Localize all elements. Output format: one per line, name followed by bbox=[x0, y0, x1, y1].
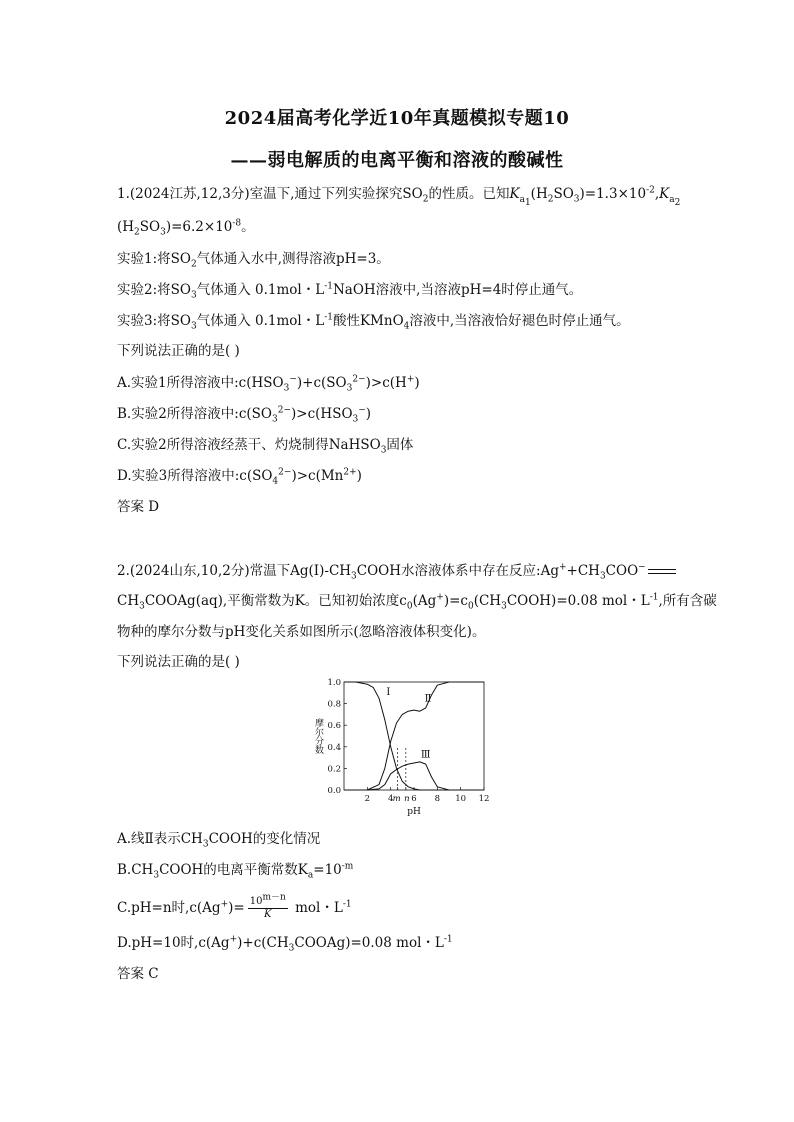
q2-stem-line1: 2.(2024山东,10,2分)常温下$Ag(Ⅰ)-CH_3COOH$水溶液体系中存在反应$:Ag^++CH_3COO^-$ bbox=[117, 561, 676, 581]
q2-option-a: A.线Ⅱ表示$CH_3COOH$的变化情况 bbox=[117, 831, 321, 850]
x-axis-label: pH bbox=[407, 807, 421, 817]
q1-stem-line1: 1.(2024江苏,12,3分)室温下,通过下列实验探究$SO_2$的性质。已知$K_{a_1}(H_2SO_3)=1.3\times 10^{-2},K_{a_2}$ bbox=[117, 185, 681, 208]
q1-experiment-2: 实验2:将$SO_3$气体通入 0.1mol・$L^{-1}NaOH$溶液中,当溶液pH=4时停止通气。 bbox=[117, 281, 583, 301]
q2-option-b: $B.CH_3COOH$的电离平衡常数$K_a=10^{-m}$ bbox=[117, 861, 354, 881]
q2-option-d: D.pH=10时$,c(Ag^+)+c(CH_3COOAg)=0.08$ mol・$L^{-1}$ bbox=[117, 934, 453, 954]
x-tick-label: 12 bbox=[478, 794, 490, 804]
curve-label: Ⅱ bbox=[424, 693, 432, 705]
equilibrium-arrow-icon bbox=[648, 567, 676, 577]
x-tick-label: 6 bbox=[411, 794, 417, 804]
q1-question: 下列说法正确的是( ) bbox=[117, 343, 240, 359]
x-tick-label: 2 bbox=[364, 794, 371, 804]
y-tick-label: 0.6 bbox=[327, 721, 341, 732]
series-line bbox=[344, 682, 484, 790]
q2-option-c: C.pH=n时,c(Ag+)= $\frac{10^{m-n}}{K}$ mol・$L^{-1}$ bbox=[117, 892, 352, 920]
series-line bbox=[344, 682, 484, 790]
mole-fraction-chart bbox=[306, 674, 506, 822]
x-tick-label: n bbox=[404, 794, 410, 804]
q2-question: 下列说法正确的是( ) bbox=[117, 654, 240, 670]
fraction: $\frac{10^{m-n}}{K}$ bbox=[249, 892, 286, 920]
x-tick-label: m bbox=[392, 794, 401, 804]
series-line bbox=[344, 762, 484, 790]
q1-experiment-3: 实验3:将$SO_3$气体通入 0.1mol・$L^{-1}$酸性KMnO$_4$溶液中,当溶液恰好褪色时停止通气。 bbox=[117, 312, 630, 332]
x-tick-label: 10 bbox=[455, 794, 467, 804]
q1-stem-line2: $(H_2SO_3)=6.2\times 10^{-8}$。 bbox=[117, 218, 255, 238]
x-tick-label: 8 bbox=[434, 794, 441, 804]
q1-option-a: A.实验1所得溶液中$:c(HSO_3^-)+c(SO_3^{2-})>c(H^+)$ bbox=[117, 374, 420, 394]
q1-option-d: D.实验3所得溶液中$:c(SO_4^{2-})>c(Mn^{2+})$ bbox=[117, 467, 362, 487]
q2-stem-line3: 物种的摩尔分数与pH变化关系如图所示(忽略溶液体积变化)。 bbox=[117, 624, 486, 640]
q1-experiment-1: 实验1:将$SO_2$气体通入水中,测得溶液pH=3。 bbox=[117, 251, 390, 270]
q2-stem-line2: $CH_3COOAg(aq)$,平衡常数为K。已知初始浓度$c_0(Ag^+)=c_0(CH_3COOH)=0.08$ mol・$L^{-1}$,所有含碳 bbox=[117, 592, 717, 612]
page-title: 2024届高考化学近10年真题模拟专题10 bbox=[224, 108, 570, 129]
y-tick-label: 0.8 bbox=[327, 699, 341, 710]
y-tick-label: 1.0 bbox=[327, 678, 341, 688]
q1-answer: 答案 D bbox=[117, 499, 160, 515]
y-tick-label: 0.2 bbox=[327, 764, 341, 775]
plot-frame bbox=[344, 682, 484, 790]
y-tick-label: 0.0 bbox=[327, 786, 341, 796]
page-subtitle: ——弱电解质的电离平衡和溶液的酸碱性 bbox=[230, 150, 564, 171]
q2-answer: 答案 C bbox=[117, 966, 159, 982]
x-tick-label: 4 bbox=[387, 794, 394, 804]
y-tick-label: 0.4 bbox=[327, 742, 341, 753]
q1-option-b: B.实验2所得溶液中$:c(SO_3^{2-})>c(HSO_3^-)$ bbox=[117, 405, 372, 425]
y-axis-label: 摩尔分数 bbox=[313, 718, 323, 754]
q1-option-c: C.实验2所得溶液经蒸干、灼烧制得NaHSO$_3$固体 bbox=[117, 437, 414, 456]
curve-label: Ⅰ bbox=[386, 686, 391, 698]
curve-label: Ⅲ bbox=[420, 749, 431, 761]
